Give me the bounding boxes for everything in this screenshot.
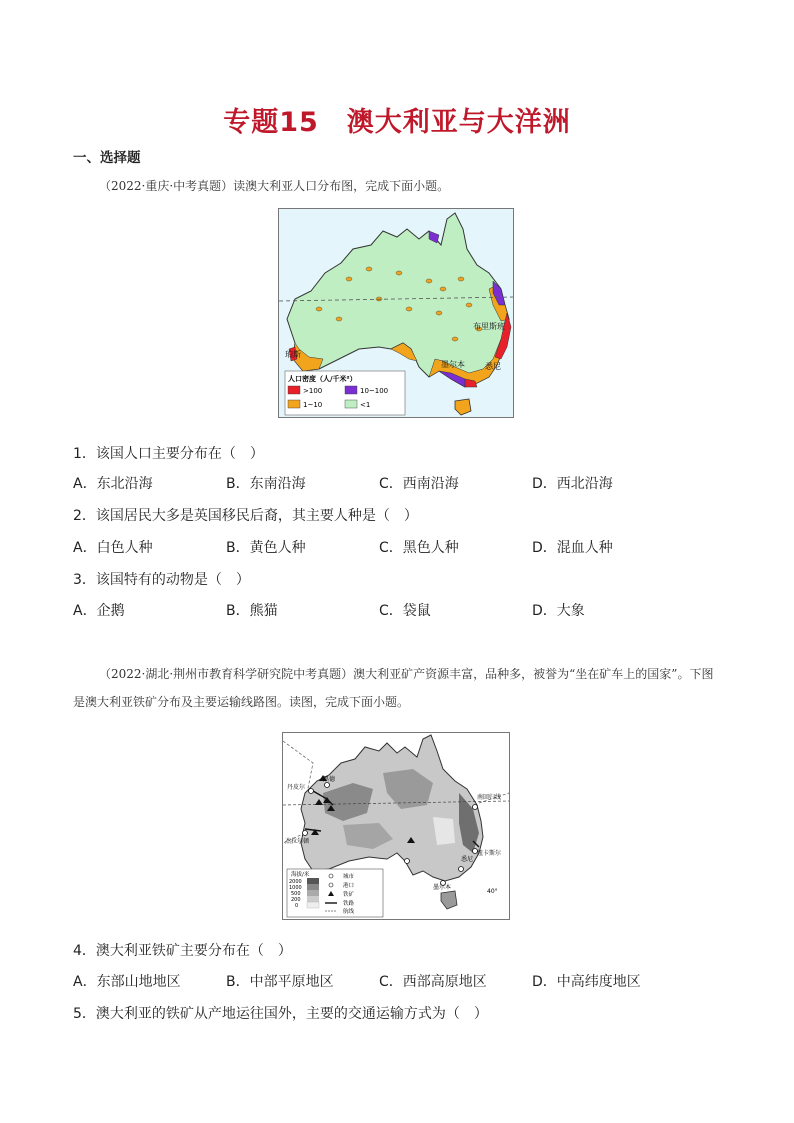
- legend-label: 铁矿: [343, 892, 355, 898]
- question-4-stem: 4．澳大利亚铁矿主要分布在（ ）: [73, 943, 292, 959]
- option-a[interactable]: A．东北沿海: [73, 476, 153, 492]
- elevation-label: 0: [295, 903, 299, 909]
- place-label: 杰拉尔顿: [285, 838, 310, 845]
- legend-label: 港口: [343, 883, 355, 889]
- elevation-label: 2000: [289, 879, 302, 885]
- legend-label: <1: [360, 401, 371, 409]
- option-b[interactable]: B．黄色人种: [226, 540, 306, 556]
- population-map: [278, 208, 514, 418]
- option-c[interactable]: C．西南沿海: [379, 476, 459, 492]
- legend-label: >100: [303, 387, 323, 395]
- city-label: 布里斯班: [473, 322, 505, 331]
- question-3-stem: 3．该国特有的动物是（ ）: [73, 572, 250, 588]
- city-label: 墨尔本: [441, 360, 465, 369]
- legend-label: 铁路: [343, 901, 355, 907]
- page-title: 专题15 澳大利亚与大洋洲: [223, 107, 571, 138]
- option-d[interactable]: D．混血人种: [532, 540, 613, 556]
- legend-label: 1~10: [303, 401, 323, 409]
- legend-label: 城市: [343, 874, 355, 880]
- option-b[interactable]: B．东南沿海: [226, 476, 306, 492]
- place-label: 丹皮尔: [287, 784, 306, 791]
- question-1-stem: 1．该国人口主要分布在（ ）: [73, 446, 264, 462]
- option-c[interactable]: C．袋鼠: [379, 603, 431, 619]
- elevation-label: 200: [291, 897, 301, 903]
- option-d[interactable]: D．西北沿海: [532, 476, 613, 492]
- legend-label: 航线: [343, 909, 355, 915]
- option-c[interactable]: C．黑色人种: [379, 540, 459, 556]
- place-label: 墨尔本: [433, 884, 452, 891]
- iron-ore-map-graphic: [283, 733, 509, 919]
- longitude-label: 40°: [487, 888, 498, 895]
- option-c[interactable]: C．西部高原地区: [379, 974, 487, 990]
- elevation-title: 海拔/米: [291, 872, 310, 878]
- place-label: 悉尼: [461, 856, 474, 863]
- option-a[interactable]: A．企鹅: [73, 603, 125, 619]
- city-label: 悉尼: [485, 362, 501, 371]
- place-label: 南回归线: [477, 794, 502, 801]
- question-intro-2: （2022·湖北·荆州市教育科学研究院中考真题）澳大利亚矿产资源丰富，品种多，被誉为“坐在矿车上的国家”。下图是澳大利亚铁矿分布及主要运输线路图。读图，完成下面小题。: [73, 667, 714, 709]
- population-map-graphic: [279, 209, 513, 417]
- option-b[interactable]: B．熊猫: [226, 603, 278, 619]
- option-b[interactable]: B．中部平原地区: [226, 974, 334, 990]
- place-label: 纽卡斯尔: [477, 850, 502, 857]
- elevation-label: 500: [291, 891, 301, 897]
- option-a[interactable]: A．白色人种: [73, 540, 153, 556]
- legend-title: 人口密度（人/千米²）: [288, 375, 357, 383]
- place-label: 黑德: [323, 776, 336, 783]
- option-d[interactable]: D．中高纬度地区: [532, 974, 641, 990]
- section-heading: 一、选择题: [73, 150, 141, 166]
- question-2-stem: 2．该国居民大多是英国移民后裔，其主要人种是（ ）: [73, 508, 418, 524]
- iron-ore-map: [282, 732, 510, 920]
- question-intro-1: （2022·重庆·中考真题）读澳大利亚人口分布图，完成下面小题。: [99, 179, 450, 193]
- question-5-stem: 5．澳大利亚的铁矿从产地运往国外，主要的交通运输方式为（ ）: [73, 1006, 488, 1022]
- city-label: 珀斯: [285, 350, 301, 359]
- legend-label: 10~100: [360, 387, 389, 395]
- option-a[interactable]: A．东部山地地区: [73, 974, 181, 990]
- option-d[interactable]: D．大象: [532, 603, 585, 619]
- elevation-label: 1000: [289, 885, 302, 891]
